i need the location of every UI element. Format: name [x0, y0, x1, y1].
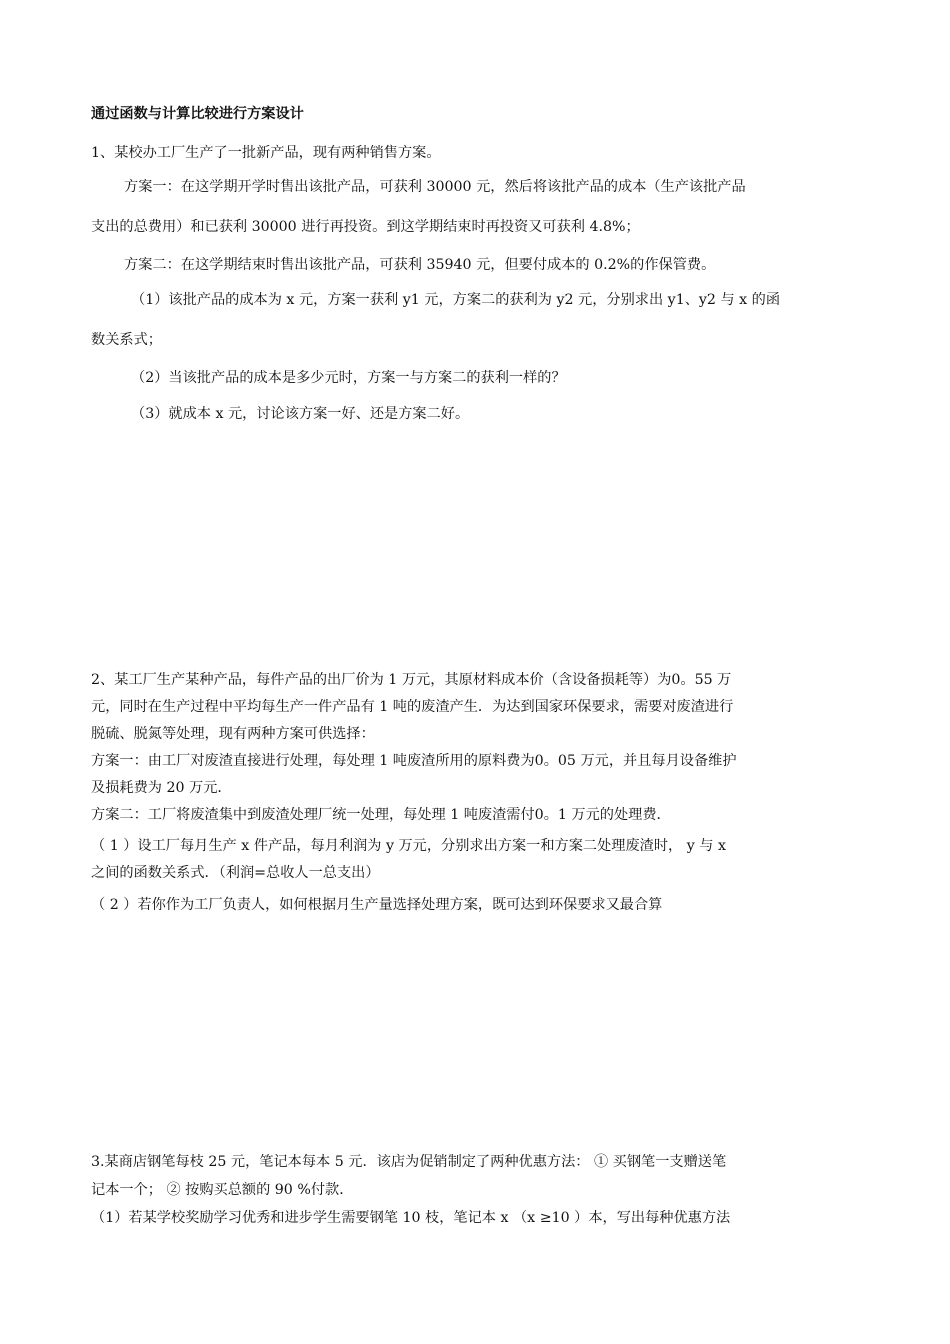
- q1-intro: 1、某校办工厂生产了一批新产品，现有两种销售方案。: [91, 145, 441, 161]
- q2-sub1-line1: （ 1 ）设工厂每月生产 x 件产品，每月利润为 y 万元，分别求出方案一和方案二处理废渣时， y 与 x: [91, 838, 726, 854]
- q1-plan2: 方案二：在这学期结束时售出该批产品，可获利 35940 元，但要付成本的 0.2%的作保管费。: [124, 257, 716, 273]
- q2-line5: 及损耗费为 20 万元．: [91, 780, 232, 796]
- q2-line6: 方案二：工厂将废渣集中到废渣处理厂统一处理，每处理 1 吨废渣需付0。1 万元的处理费．: [91, 807, 671, 823]
- q3-line1: 3.某商店钢笔每枝 25 元，笔记本每本 5 元．该店为促销制定了两种优惠方法： ① 买钢笔一支赠送笔: [91, 1154, 727, 1170]
- q1-plan1-line2: 支出的总费用）和已获利 30000 进行再投资。到这学期结束时再投资又可获利 4.8%；: [91, 219, 640, 235]
- q1-sub1-line2: 数关系式；: [91, 332, 162, 348]
- page-title: 通过函数与计算比较进行方案设计: [91, 106, 304, 122]
- q1-sub2: （2）当该批产品的成本是多少元时，方案一与方案二的获利一样的？: [131, 370, 566, 386]
- q3-line2: 记本一个； ② 按购买总额的 90 %付款．: [91, 1182, 354, 1198]
- q2-line2: 元，同时在生产过程中平均每生产一件产品有 1 吨的废渣产生．为达到国家环保要求，需要对废渣进行: [91, 699, 734, 715]
- q3-sub1: （1）若某学校奖励学习优秀和进步学生需要钢笔 10 枝，笔记本 x （x ≥10 ）本，写出每种优惠方法: [91, 1210, 731, 1226]
- q1-plan1-line1: 方案一：在这学期开学时售出该批产品，可获利 30000 元，然后将该批产品的成本（生产该批产品: [124, 179, 746, 195]
- q2-line4: 方案一：由工厂对废渣直接进行处理，每处理 1 吨废渣所用的原料费为0。05 万元，并且每月设备维护: [91, 753, 737, 769]
- q2-sub2: （ 2 ）若你作为工厂负责人，如何根据月生产量选择处理方案，既可达到环保要求又最合算: [91, 897, 663, 913]
- q2-sub1-line2: 之间的函数关系式．（利润=总收人一总支出）: [91, 865, 380, 881]
- q1-sub1-line1: （1）该批产品的成本为 x 元，方案一获利 y1 元，方案二的获利为 y2 元，分别求出 y1、y2 与 x 的函: [131, 292, 781, 308]
- q2-line3: 脱硫、脱氮等处理，现有两种方案可供选择：: [91, 726, 375, 742]
- q1-sub3: （3）就成本 x 元，讨论该方案一好、还是方案二好。: [131, 406, 470, 422]
- q2-line1: 2、某工厂生产某种产品，每件产品的出厂价为 1 万元，其原材料成本价（含设备损耗等）为0。55 万: [91, 672, 732, 688]
